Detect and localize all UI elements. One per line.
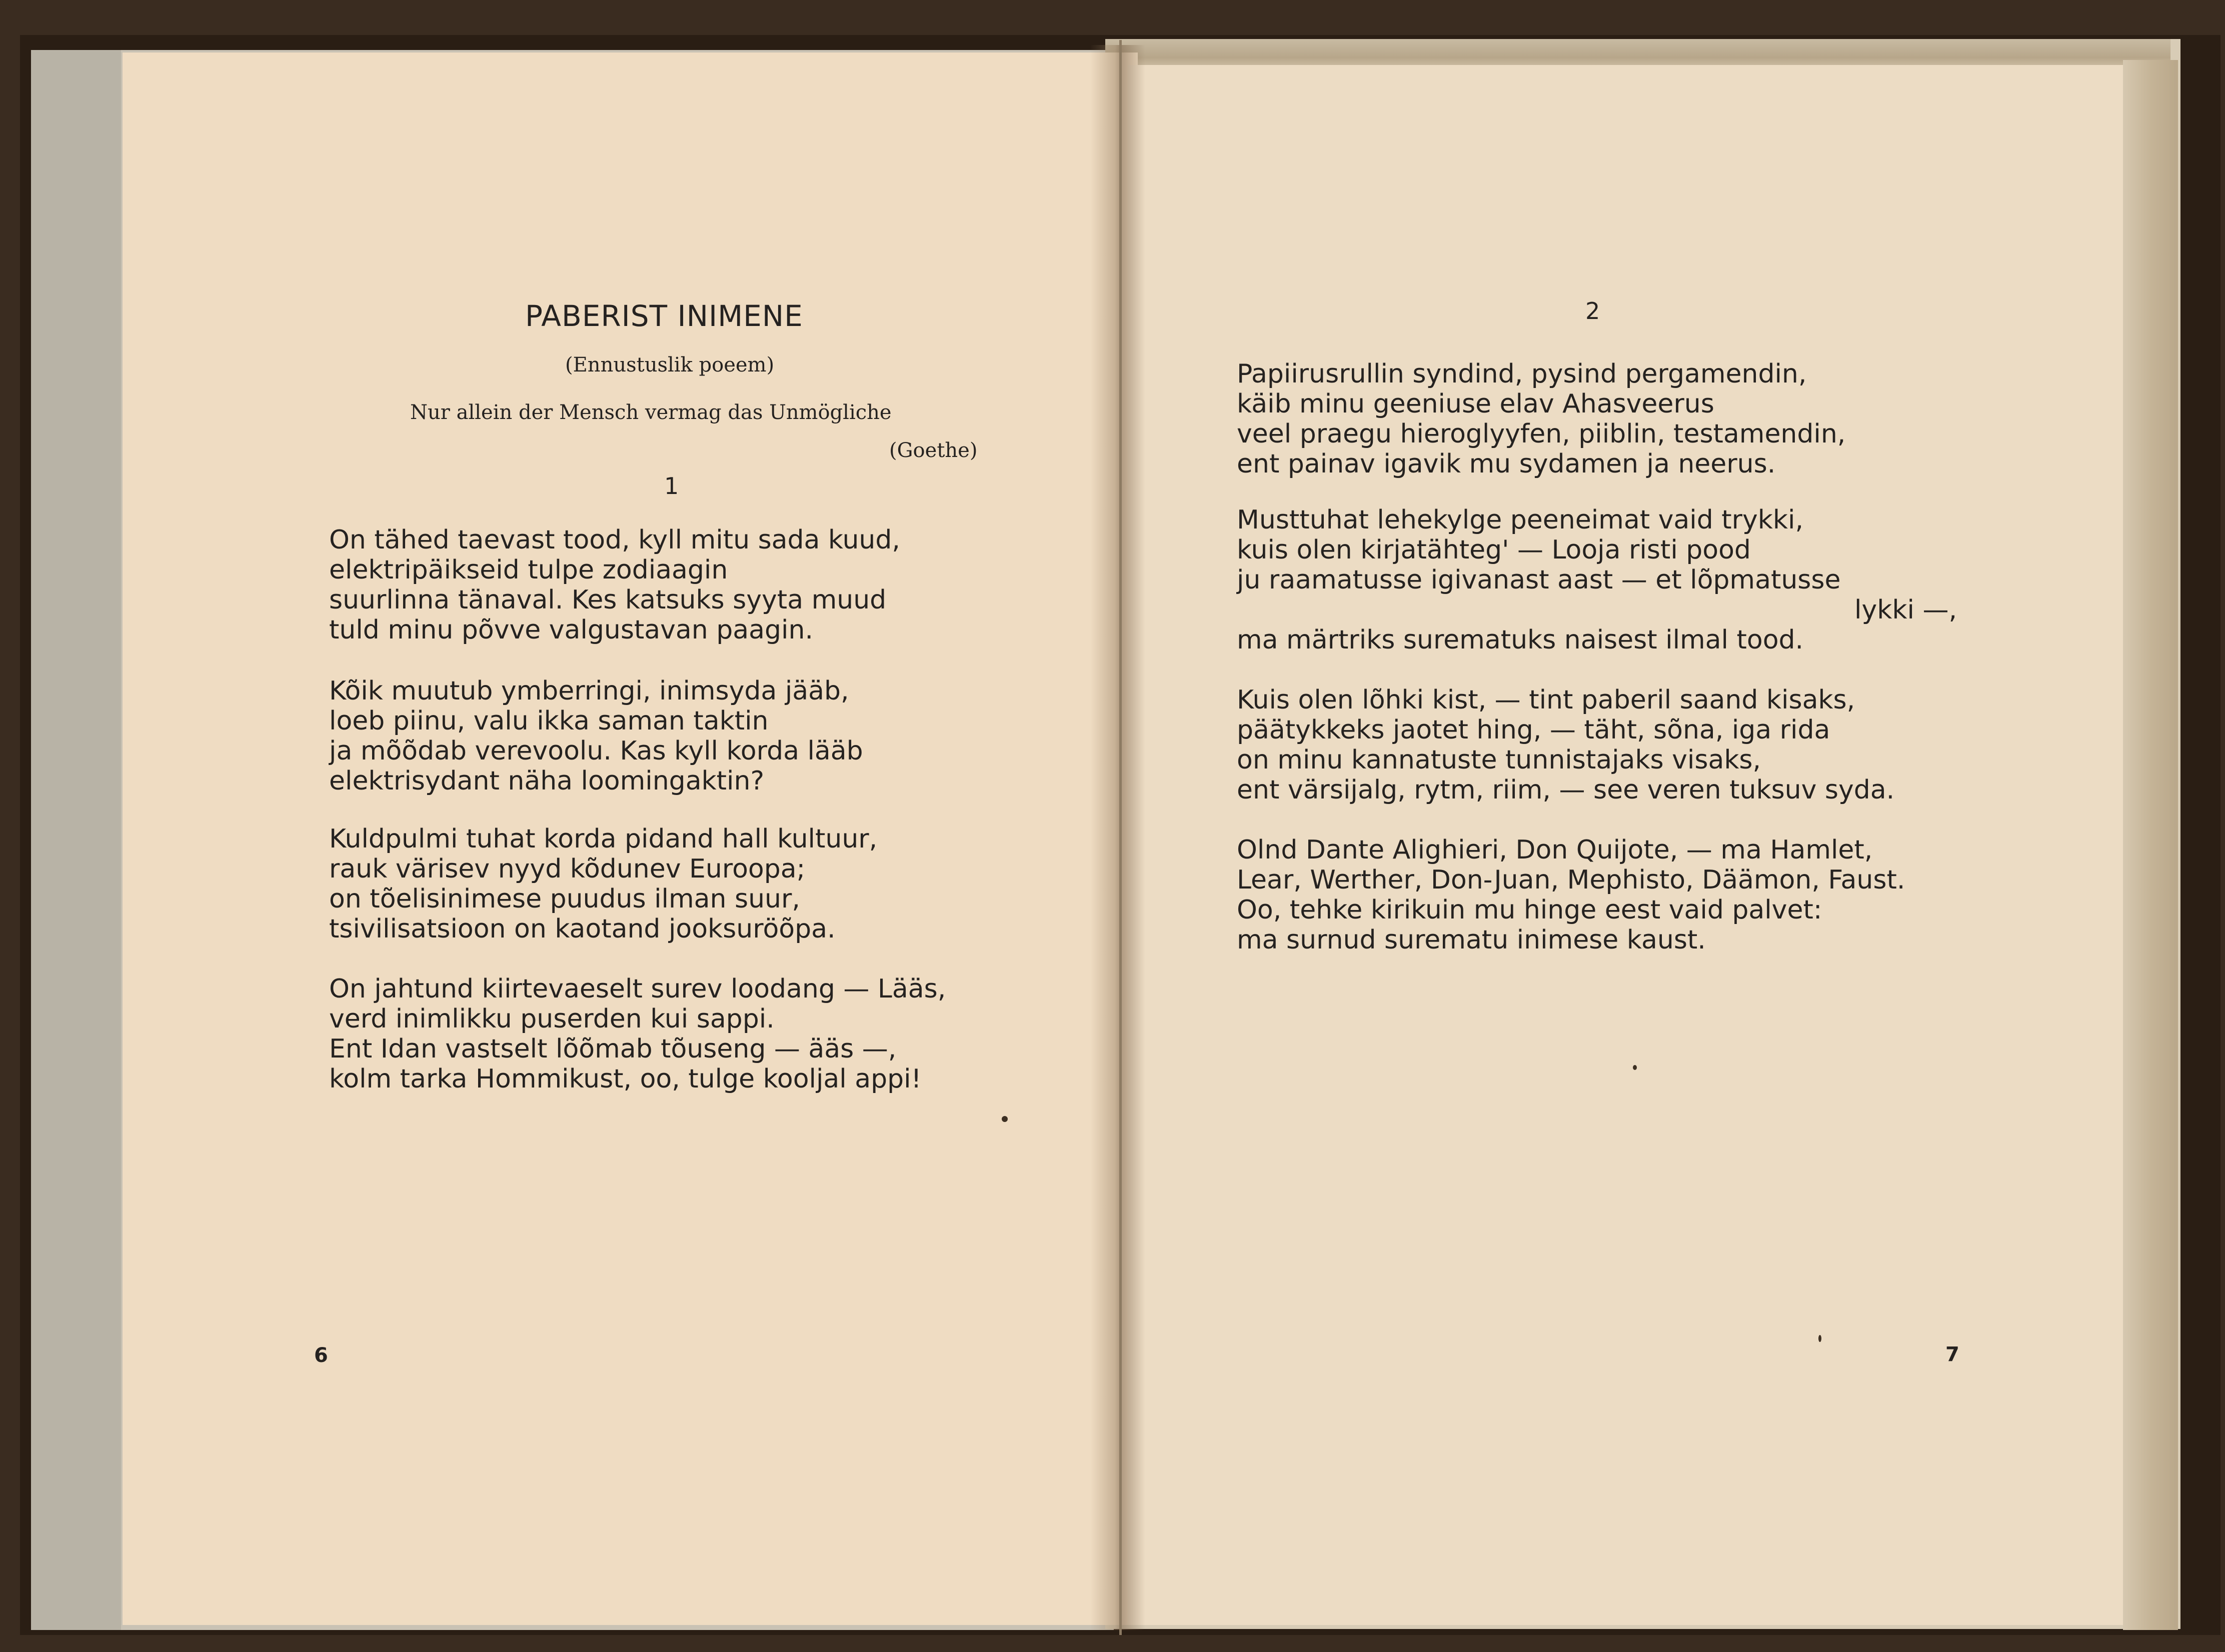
page-number-left: 6 bbox=[314, 1344, 328, 1367]
verse-line: kolm tarka Hommikust, oo, tulge kooljal appi! bbox=[329, 1064, 922, 1094]
verse-line: päätykkeks jaotet hing, — täht, sõna, iga rida bbox=[1237, 715, 1830, 745]
verse-line: käib minu geeniuse elav Ahasveerus bbox=[1237, 389, 1714, 419]
verse-line: Ent Idan vastselt lõõmab tõuseng — ääs —, bbox=[329, 1034, 897, 1064]
paper-speck bbox=[1818, 1335, 1821, 1342]
verse-line: ma surnud surematu inimese kaust. bbox=[1237, 925, 1706, 955]
verse-line: elektrisydant näha loomingaktin? bbox=[329, 766, 765, 796]
paper-speck bbox=[1002, 1116, 1008, 1122]
verse-line: On tähed taevast tood, kyll mitu sada kuud, bbox=[329, 525, 900, 555]
verse-line: Oo, tehke kirikuin mu hinge eest vaid palvet: bbox=[1237, 895, 1822, 925]
verse-line: ent painav igavik mu sydamen ja neerus. bbox=[1237, 449, 1776, 479]
verse-line: rauk värisev nyyd kõdunev Euroopa; bbox=[329, 854, 806, 884]
page-stack-edge bbox=[2123, 60, 2178, 1630]
verse-line: Papiirusrullin syndind, pysind pergamendin, bbox=[1237, 359, 1807, 389]
section-number-2: 2 bbox=[1585, 298, 1600, 324]
stanza-6 bbox=[1237, 505, 1957, 655]
verse-line: ja mõõdab verevoolu. Kas kyll korda lääb bbox=[329, 736, 863, 766]
stanza-5 bbox=[1237, 359, 1845, 479]
verse-line: On jahtund kiirtevaeselt surev loodang — Lääs, bbox=[329, 974, 946, 1004]
verse-line: ma märtriks surematuks naisest ilmal tood. bbox=[1237, 625, 1804, 655]
stanza-4 bbox=[329, 974, 946, 1094]
verse-line: kuis olen kirjatähteg' — Looja risti pood bbox=[1237, 535, 1751, 565]
verse-line: ju raamatusse igivanast aast — et lõpmatusse bbox=[1237, 565, 1841, 595]
stanza-7 bbox=[1237, 685, 1894, 805]
stanza-3 bbox=[329, 824, 877, 944]
verse-line: Kõik muutub ymberringi, inimsyda jääb, bbox=[329, 676, 849, 706]
verse-line: on minu kannatuste tunnistajaks visaks, bbox=[1237, 745, 1761, 775]
verse-line: loeb piinu, valu ikka saman taktin bbox=[329, 706, 769, 736]
epigraph-attribution: (Goethe) bbox=[889, 439, 978, 462]
paper-speck bbox=[1633, 1065, 1637, 1070]
verse-line: tuld minu põvve valgustavan paagin. bbox=[329, 615, 813, 645]
verse-line: on tõelisinimese puudus ilman suur, bbox=[329, 884, 800, 914]
verse-line-carryover: lykki —, bbox=[1854, 595, 1957, 625]
verse-line: Musttuhat lehekylge peeneimat vaid trykki, bbox=[1237, 505, 1803, 535]
verse-line: elektripäikseid tulpe zodiaagin bbox=[329, 555, 728, 585]
poem-title: PABERIST INIMENE bbox=[525, 299, 803, 333]
stanza-8 bbox=[1237, 835, 1905, 955]
verse-line: suurlinna tänaval. Kes katsuks syyta muud bbox=[329, 585, 887, 615]
verse-line: Kuis olen lõhki kist, — tint paberil saand kisaks, bbox=[1237, 685, 1855, 715]
left-cover-edge bbox=[31, 50, 121, 1630]
stanza-2 bbox=[329, 676, 863, 796]
verse-line: verd inimlikku puserden kui sappi. bbox=[329, 1004, 775, 1034]
stanza-1 bbox=[329, 525, 900, 645]
verse-line: Olnd Dante Alighieri, Don Quijote, — ma Hamlet, bbox=[1237, 835, 1873, 865]
epigraph: Nur allein der Mensch vermag das Unmögliche bbox=[410, 401, 892, 424]
section-number-1: 1 bbox=[664, 472, 679, 500]
poem-subtitle: (Ennustuslik poeem) bbox=[565, 354, 775, 376]
book-gutter bbox=[1090, 45, 1145, 1630]
verse-line: Kuldpulmi tuhat korda pidand hall kultuur, bbox=[329, 824, 878, 854]
verse-line: tsivilisatsioon on kaotand jooksuröõpa. bbox=[329, 914, 836, 944]
verse-line: veel praegu hieroglyyfen, piiblin, testamendin, bbox=[1237, 419, 1846, 449]
book-spine-line bbox=[1119, 40, 1122, 1635]
page-number-right: 7 bbox=[1945, 1343, 1959, 1366]
verse-line: Lear, Werther, Don-Juan, Mephisto, Däämon, Faust. bbox=[1237, 865, 1905, 895]
verse-line: ent värsijalg, rytm, riim, — see veren tuksuv syda. bbox=[1237, 775, 1895, 805]
